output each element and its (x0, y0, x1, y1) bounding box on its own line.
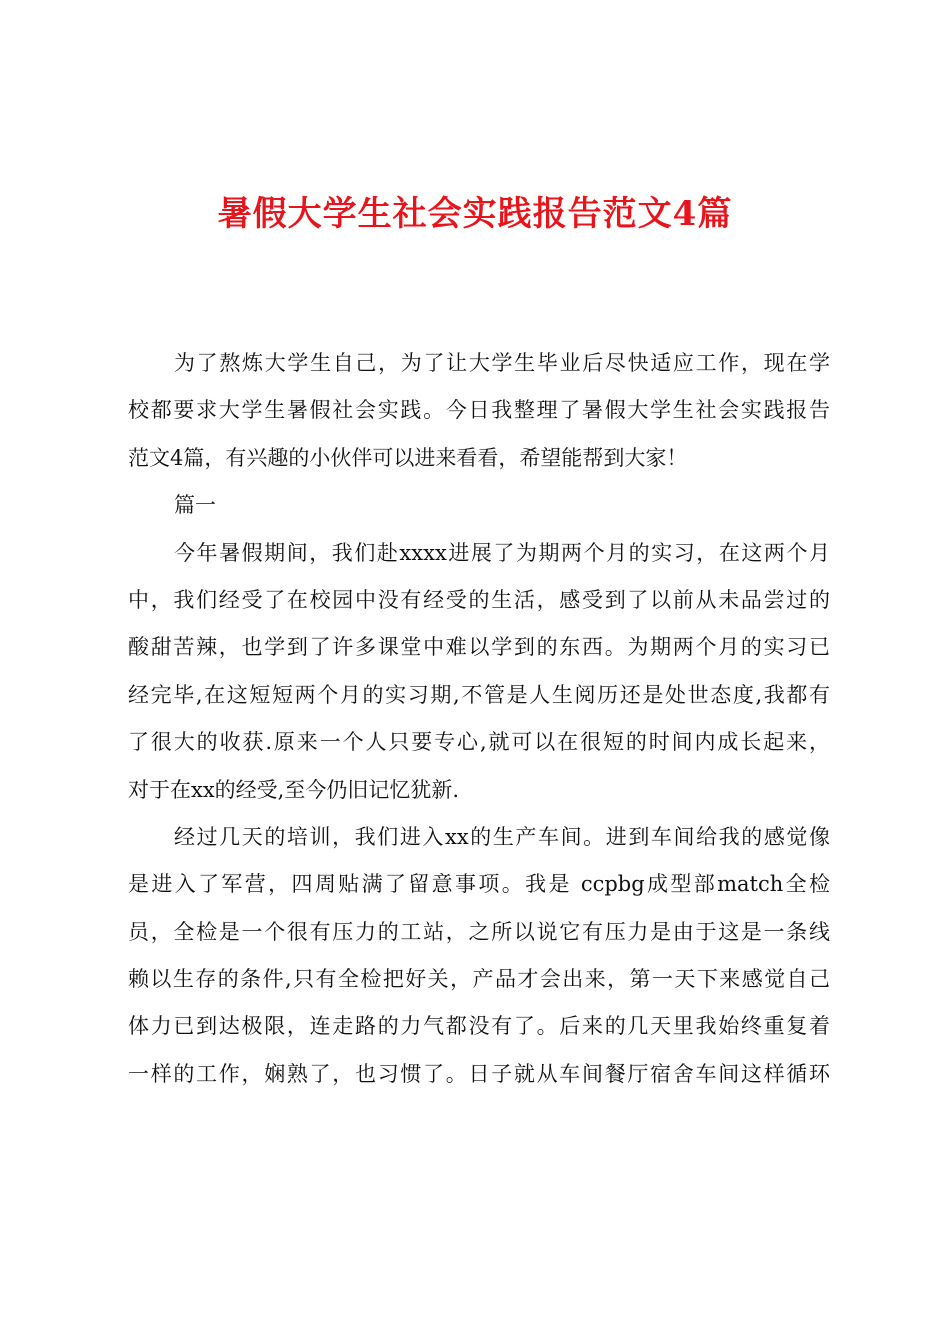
paragraph-line: 赖以生存的条件,只有全检把好关，产品才会出来，第一天下来感觉自己 (128, 967, 830, 992)
document-title: 暑假大学生社会实践报告范文4篇 (217, 194, 733, 234)
paragraph-line: 体力已到达极限，连走路的力气都没有了。后来的几天里我始终重复着 (128, 1014, 830, 1039)
section-heading: 篇一 (174, 493, 216, 518)
paragraph-line: 为了熬炼大学生自己，为了让大学生毕业后尽快适应工作，现在学 (174, 351, 830, 375)
paragraph-line: 了很大的收获.原来一个人只要专心,就可以在很短的时间内成长起来， (128, 730, 830, 755)
paragraph-line: 员，全检是一个很有压力的工站，之所以说它有压力是由于这是一条线 (128, 919, 830, 944)
paragraph-line: 经完毕,在这短短两个月的实习期,不管是人生阅历还是处世态度,我都有 (128, 682, 830, 707)
paragraph-line: 今年暑假期间，我们赴xxxx进展了为期两个月的实习，在这两个月 (174, 540, 830, 565)
paragraph-line: 中，我们经受了在校园中没有经受的生活，感受到了以前从未品尝过的 (128, 587, 830, 612)
paragraph-line: 是进入了军营，四周贴满了留意事项。我是 ccpbg成型部match全检 (128, 872, 830, 897)
document-body (128, 340, 830, 1098)
paragraph-line: 酸甜苦辣，也学到了许多课堂中难以学到的东西。为期两个月的实习已 (128, 635, 830, 660)
paragraph-line: 校都要求大学生暑假社会实践。今日我整理了暑假大学生社会实践报告 (128, 398, 830, 423)
paragraph-line: 一样的工作，娴熟了，也习惯了。日子就从车间餐厅宿舍车间这样循环 (128, 1061, 830, 1086)
paragraph-line: 对于在xx的经受,至今仍旧记忆犹新. (128, 777, 460, 802)
paragraph-line: 范文4篇，有兴趣的小伙伴可以进来看看，希望能帮到大家！ (128, 445, 688, 470)
paragraph-line: 经过几天的培训，我们进入xx的生产车间。进到车间给我的感觉像 (174, 824, 830, 849)
